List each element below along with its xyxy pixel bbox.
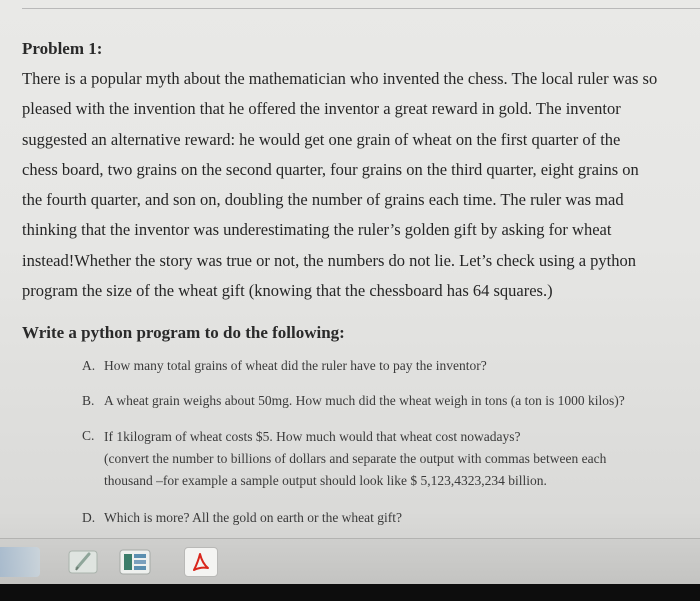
question-letter: D. — [82, 510, 96, 526]
question-letter: B. — [82, 393, 95, 409]
question-letter: A. — [82, 358, 96, 374]
intro-line: the fourth quarter, and son on, doubling the number of grains each time. The ruler was mad — [22, 190, 624, 210]
question-text: A wheat grain weighs about 50mg. How much did the wheat weigh in tons (a ton is 1000 kilos)? — [104, 393, 625, 409]
question-subtext: (convert the number to billions of dollars and separate the output with commas between each — [104, 451, 607, 467]
intro-line: suggested an alternative reward: he would get one grain of wheat on the first quarter of the — [22, 129, 621, 149]
question-text: How many total grains of wheat did the ruler have to pay the inventor? — [104, 358, 487, 374]
question-b — [82, 391, 694, 410]
question-a — [82, 356, 694, 375]
files-app-icon[interactable] — [118, 547, 152, 577]
instruction-heading: Write a python program to do the following: — [22, 323, 345, 343]
intro-line: instead!Whether the story was true or not, the numbers do not lie. Let’s check using a python — [22, 250, 637, 270]
intro-line: There is a popular myth about the mathematician who invented the chess. The local ruler was so — [22, 69, 658, 88]
question-c — [82, 426, 694, 492]
pdf-reader-icon[interactable] — [184, 547, 218, 577]
intro-line: pleased with the invention that he offered the inventor a great reward in gold. The inventor — [22, 99, 621, 119]
question-letter: C. — [82, 428, 95, 444]
taskbar — [0, 538, 700, 585]
question-text: If 1kilogram of wheat costs $5. How much would that wheat cost nowadays? — [104, 429, 521, 445]
question-subtext: thousand –for example a sample output should look like $ 5,123,4323,234 billion. — [104, 473, 547, 489]
problem-intro — [22, 64, 694, 306]
question-d — [82, 508, 694, 527]
document-body — [22, 38, 694, 543]
top-divider — [22, 8, 700, 9]
intro-line: chess board, two grains on the second quarter, four grains on the third quarter, eight grains on — [22, 159, 639, 179]
question-list — [22, 356, 694, 527]
notes-app-icon[interactable] — [66, 547, 100, 577]
question-text: Which is more? All the gold on earth or the wheat gift? — [104, 510, 403, 526]
intro-line: program the size of the wheat gift (knowing that the chessboard has 64 squares.) — [22, 281, 553, 301]
finder-icon[interactable] — [0, 547, 40, 577]
problem-title: Problem 1: — [22, 39, 103, 58]
intro-line: thinking that the inventor was underestimating the ruler’s golden gift by asking for wheat — [22, 220, 612, 240]
bottom-bezel — [0, 584, 700, 601]
